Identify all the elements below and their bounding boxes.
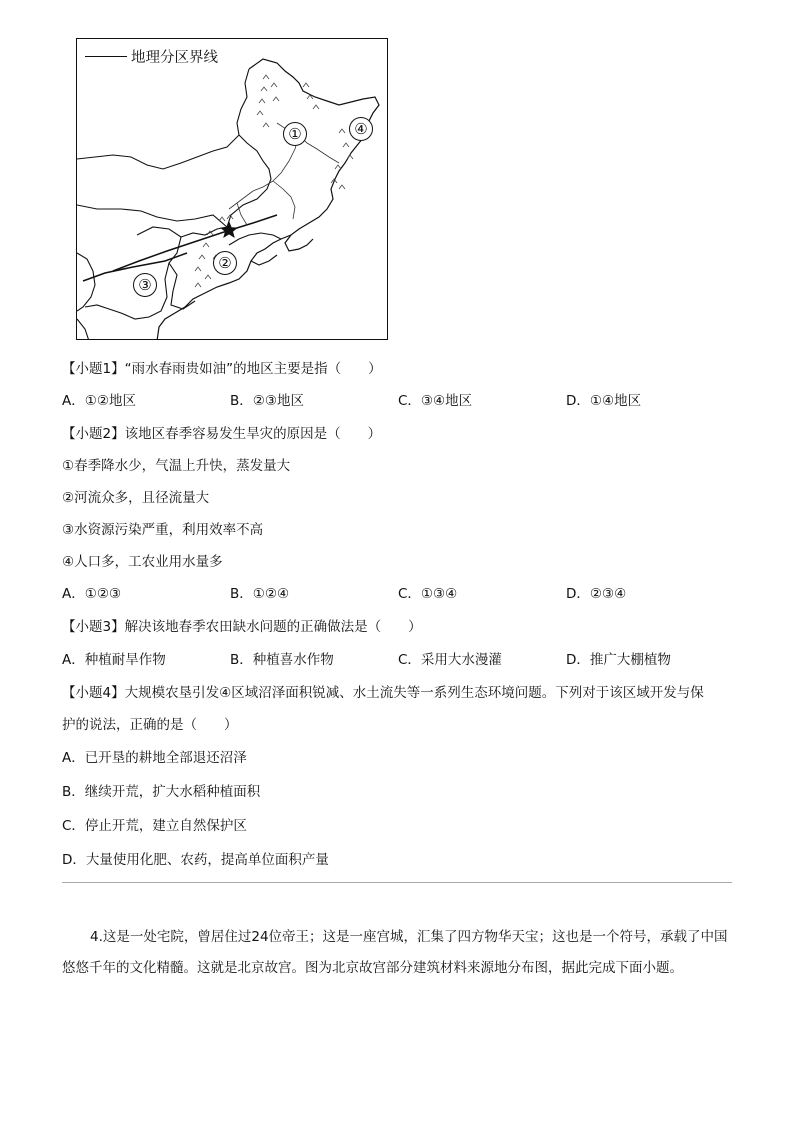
inner-boundary — [77, 205, 227, 227]
region-3-outline — [85, 227, 181, 319]
question-1-option-c[interactable]: C．③④地区 — [398, 393, 473, 409]
question-1-stem: 【小题1】“雨水春雨贵如油”的地区主要是指（ ） — [62, 361, 382, 377]
division-line-1 — [113, 215, 277, 271]
river-2 — [253, 181, 295, 219]
question-2-statement-2: ②河流众多，且径流量大 — [62, 490, 210, 506]
question-2-option-c[interactable]: C．①③④ — [398, 586, 458, 602]
question-2-option-d[interactable]: D．②③④ — [566, 586, 627, 602]
coastline — [157, 59, 379, 340]
question-3-stem: 【小题3】解决该地春季农田缺水问题的正确做法是（ ） — [62, 619, 422, 635]
question-2-statement-3: ③水资源污染严重，利用效率不高 — [62, 522, 264, 538]
question-2-option-b[interactable]: B．①②④ — [230, 586, 290, 602]
question-2-stem: 【小题2】该地区春季容易发生旱灾的原因是（ ） — [62, 426, 382, 442]
legend-line-icon — [85, 56, 127, 57]
region-label-4: ④ — [349, 117, 373, 141]
question-4-stem-line-1: 【小题4】大规模农垦引发④区域沼泽面积锐减、水土流失等一系列生态环境问题。下列对于该区域开发与保 — [62, 685, 704, 701]
map-drawing — [77, 39, 388, 340]
question-3-option-d[interactable]: D．推广大棚植物 — [566, 652, 671, 668]
question-2-option-a[interactable]: A．①②③ — [62, 586, 122, 602]
question-1-option-d[interactable]: D．①④地区 — [566, 393, 642, 409]
region-label-1: ① — [283, 122, 307, 146]
ne-west-boundary — [227, 69, 271, 227]
question-3-option-b[interactable]: B．种植喜水作物 — [230, 652, 334, 668]
section-divider — [62, 882, 732, 883]
question-4-stem-line-2: 护的说法，正确的是（ ） — [62, 717, 238, 733]
legend-label: 地理分区界线 — [131, 50, 218, 66]
question-3-option-c[interactable]: C．采用大水漫灌 — [398, 652, 502, 668]
question-1-option-a[interactable]: A．①②地区 — [62, 393, 136, 409]
peninsula — [285, 235, 313, 251]
nw-boundary — [77, 135, 239, 169]
question-3-option-a[interactable]: A．种植耐旱作物 — [62, 652, 166, 668]
question-1-option-b[interactable]: B．②③地区 — [230, 393, 304, 409]
region-label-2: ② — [213, 251, 237, 275]
west-boundary — [77, 253, 95, 340]
question-2-statement-4: ④人口多，工农业用水量多 — [62, 554, 223, 570]
region-map — [76, 38, 388, 340]
question-4-option-a[interactable]: A．已开垦的耕地全部退还沼泽 — [62, 750, 247, 766]
question-4-intro: 4.这是一处宅院，曾居住过24位帝王；这是一座宫城，汇集了四方物华天宝；这也是一个符号，承载了中国悠悠千年的文化精髓。这就是北京故宫。图为北京故宫部分建筑材料来源地分布图，据此完成下面小题。 — [62, 929, 728, 976]
region-label-3: ③ — [133, 273, 157, 297]
river-3 — [229, 191, 253, 225]
question-4-option-b[interactable]: B．继续开荒，扩大水稻种植面积 — [62, 784, 261, 800]
question-4-option-c[interactable]: C．停止开荒，建立自然保护区 — [62, 818, 247, 834]
question-2-statement-1: ①春季降水少，气温上升快，蒸发量大 — [62, 458, 291, 474]
question-4-option-d[interactable]: D．大量使用化肥、农药，提高单位面积产量 — [62, 852, 329, 868]
